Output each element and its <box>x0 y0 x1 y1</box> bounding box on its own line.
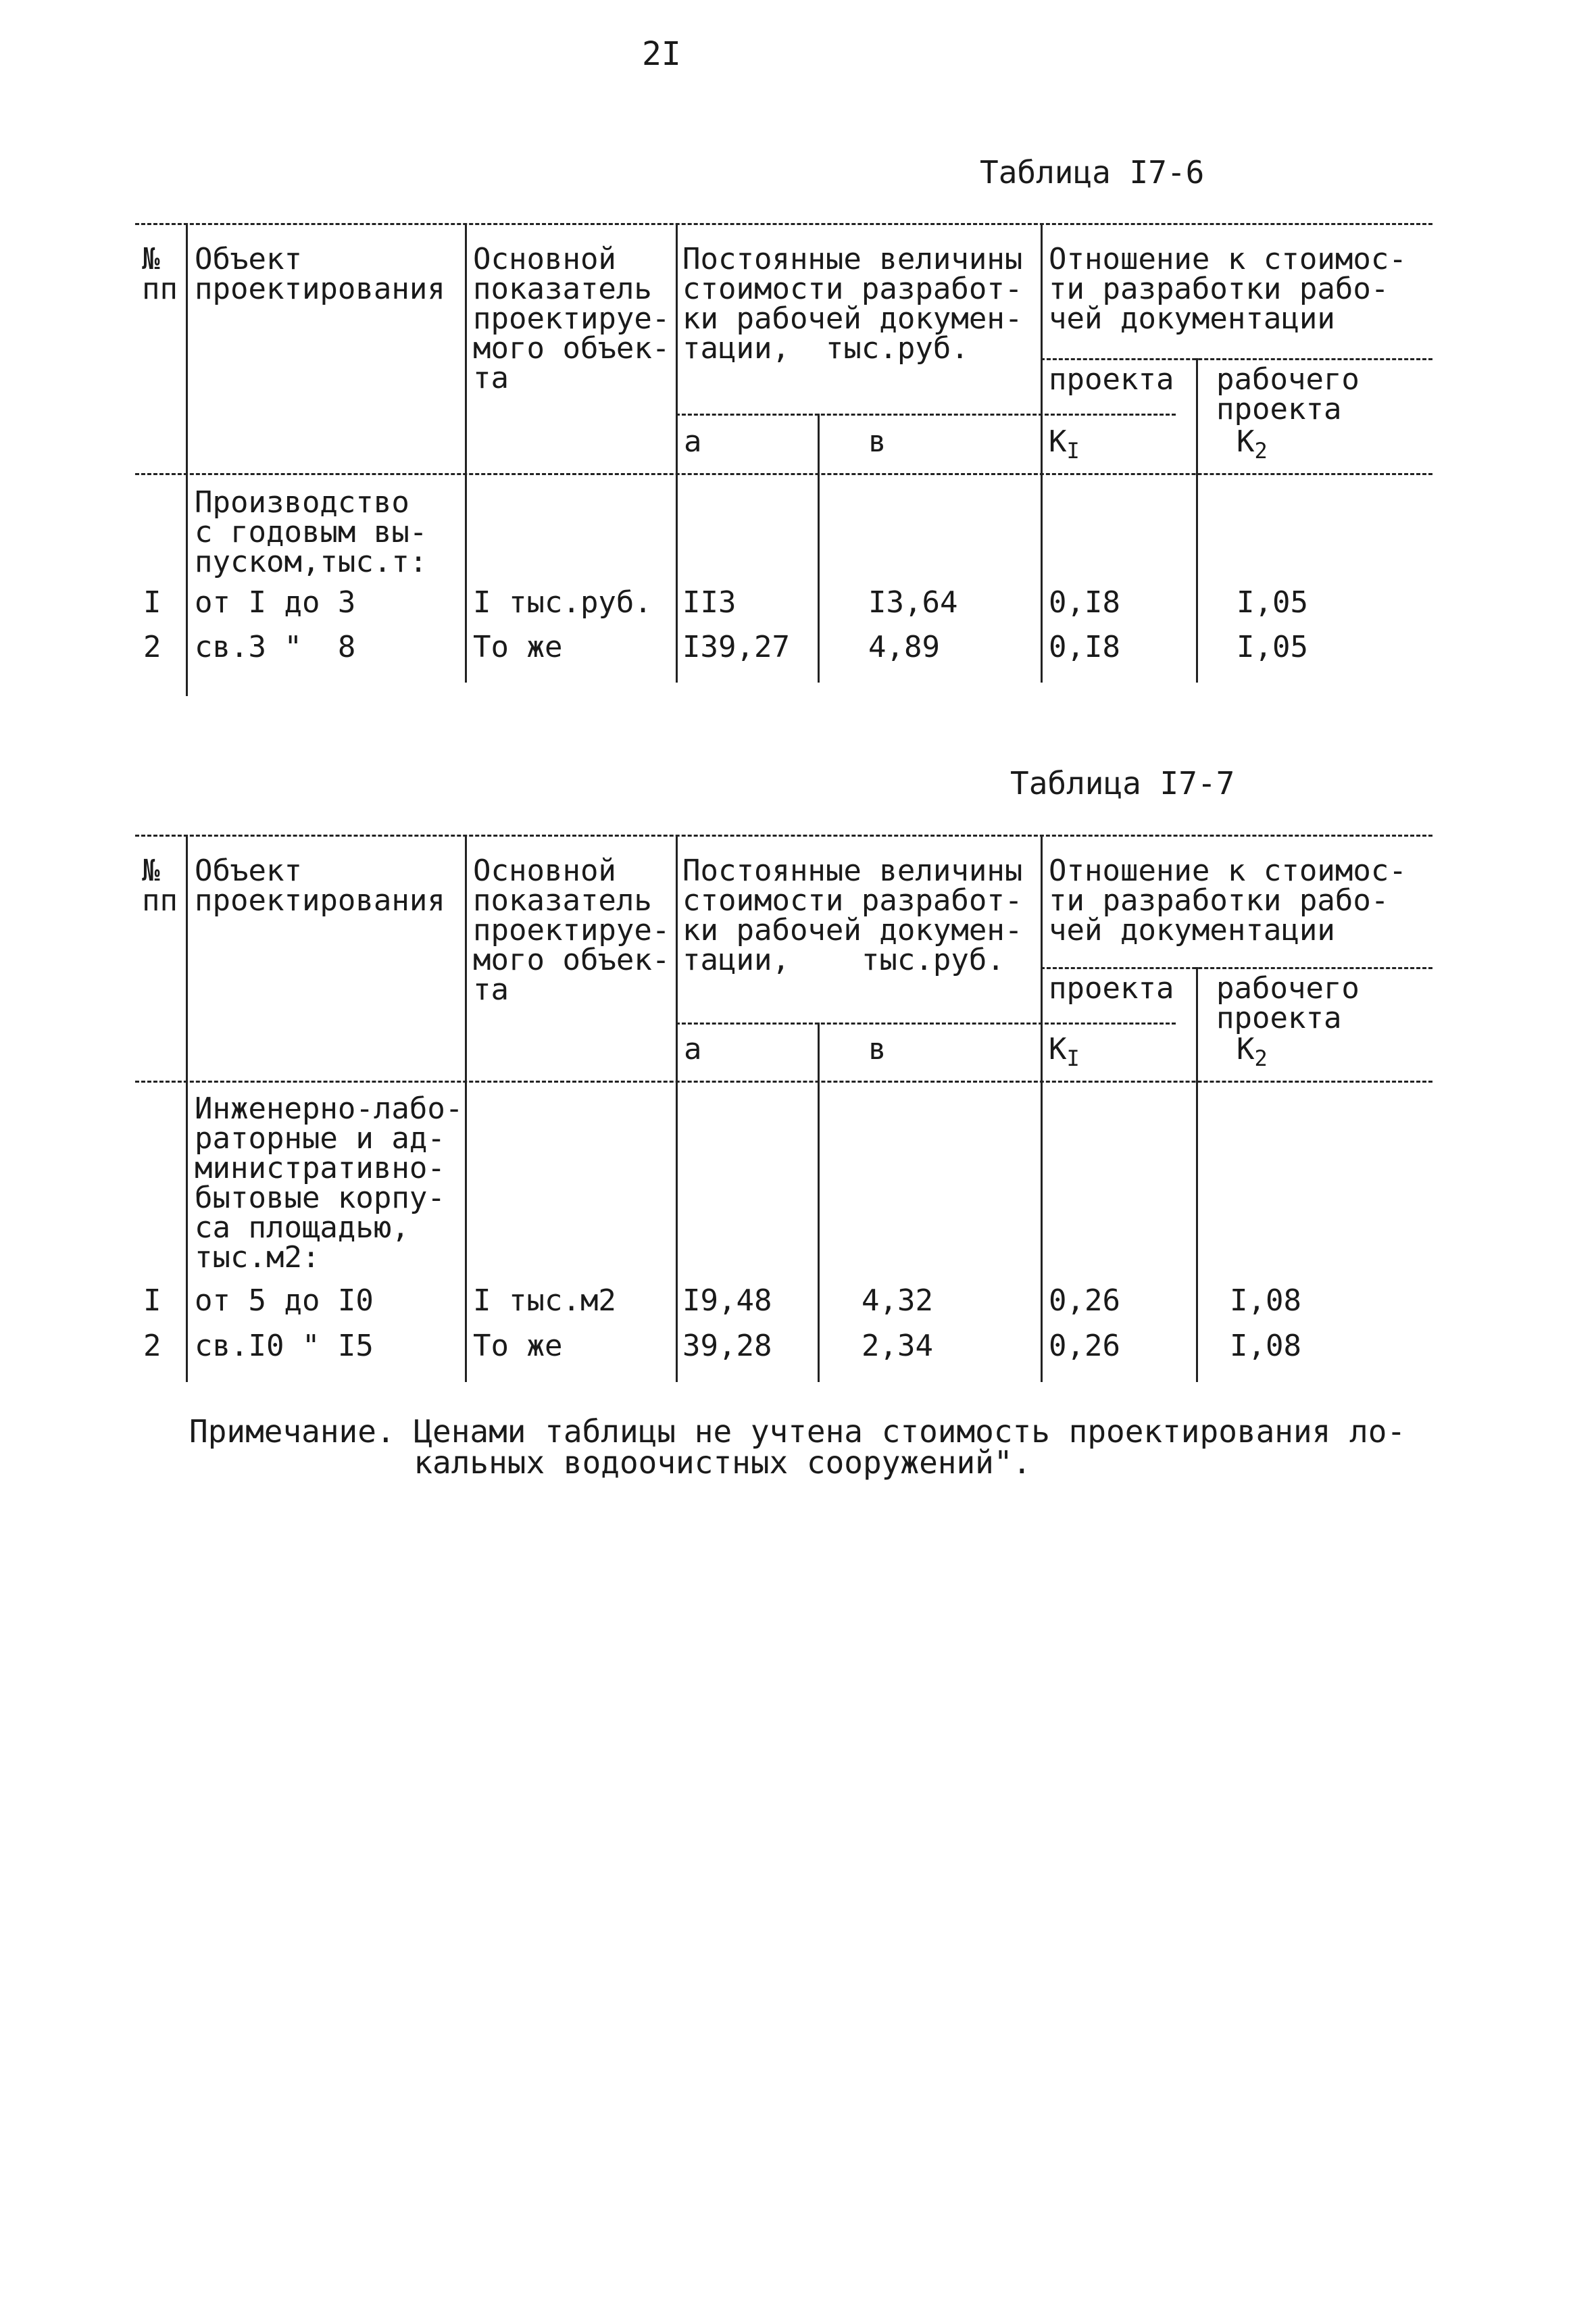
row-num: I <box>143 1283 161 1318</box>
row-indicator: I тыс.м2 <box>473 1283 616 1318</box>
row-num: 2 <box>143 630 161 664</box>
subheader-rule <box>676 414 1176 416</box>
row-num: 2 <box>143 1329 161 1363</box>
header-ratio-project: проекта <box>1049 971 1174 1006</box>
row-k2: I,05 <box>1237 585 1308 620</box>
group-label: Инженерно-лабо- раторные и ад- министративно- бытовые корпу- са площадью, тыс.м2: <box>195 1091 464 1275</box>
col-divider <box>465 835 467 1382</box>
header-ratio-project: проекта <box>1049 362 1174 397</box>
header-a: а <box>684 1032 702 1066</box>
header-ratio-working: рабочего проекта <box>1216 971 1360 1035</box>
row-k2: I,08 <box>1230 1329 1301 1363</box>
header-num: № пп <box>142 242 178 306</box>
page-number: 2I <box>642 35 681 73</box>
row-a: I9,48 <box>682 1283 772 1318</box>
row-object: св.I0 " I5 <box>195 1329 374 1363</box>
row-a: I39,27 <box>682 630 790 664</box>
row-indicator: То же <box>473 1329 563 1363</box>
row-object: от 5 до I0 <box>195 1283 374 1318</box>
row-b: 2,34 <box>862 1329 933 1363</box>
row-k2: I,05 <box>1237 630 1308 664</box>
header-ratio-working: рабочего проекта <box>1216 362 1360 426</box>
row-indicator: То же <box>473 630 563 664</box>
row-k2: I,08 <box>1230 1283 1301 1318</box>
header-object: Объект проектирования <box>195 242 445 306</box>
table-caption: Таблица I7-7 <box>1010 765 1235 802</box>
row-b: 4,89 <box>868 630 940 664</box>
table-17-6 <box>135 223 1432 696</box>
footnote: Примечание. Ценами таблицы не учтена стоимость проектирования ло- кальных водоочистных сооружений". <box>189 1413 1406 1481</box>
row-a: II3 <box>682 585 737 620</box>
row-k1: 0,26 <box>1049 1329 1120 1363</box>
row-k1: 0,26 <box>1049 1283 1120 1318</box>
group-label: Производство с годовым вы- пуском,тыс.т: <box>195 485 428 579</box>
table-top-rule <box>135 223 1432 225</box>
header-bottom-rule <box>135 1081 1432 1083</box>
header-ratio: Отношение к стоимос- ти разработки рабо- чей документации <box>1049 242 1407 336</box>
header-a: а <box>684 424 702 459</box>
header-indicator: Основной показатель проектируе- мого объек- та <box>473 242 670 395</box>
header-ratio: Отношение к стоимос- ти разработки рабо- чей документации <box>1049 854 1407 947</box>
col-divider <box>1196 967 1198 1382</box>
col-divider <box>818 1023 820 1382</box>
row-k1: 0,I8 <box>1049 630 1120 664</box>
row-indicator: I тыс.руб. <box>473 585 652 620</box>
header-num: № пп <box>142 854 178 918</box>
ratio-sub-rule <box>1041 967 1432 969</box>
header-k1: $К_I$ <box>1049 1032 1080 1071</box>
col-divider <box>818 414 820 683</box>
header-b: в <box>868 1032 887 1066</box>
header-k2: $К_2$ <box>1237 1032 1268 1071</box>
col-divider <box>1041 835 1043 1382</box>
col-divider <box>186 835 188 1382</box>
header-b: в <box>868 424 887 459</box>
header-constants: Постоянные величины стоимости разработ- ки рабочей докумен- тации, тыс.руб. <box>682 854 1023 977</box>
row-b: I3,64 <box>868 585 958 620</box>
header-k2: $К_2$ <box>1237 424 1268 464</box>
col-divider <box>1041 223 1043 683</box>
header-k1: $К_I$ <box>1049 424 1080 464</box>
header-bottom-rule <box>135 473 1432 475</box>
row-k1: 0,I8 <box>1049 585 1120 620</box>
row-b: 4,32 <box>862 1283 933 1318</box>
row-num: I <box>143 585 161 620</box>
header-constants: Постоянные величины стоимости разработ- ки рабочей докумен- тации, тыс.руб. <box>682 242 1023 366</box>
ratio-sub-rule <box>1041 358 1432 360</box>
header-indicator: Основной показатель проектируе- мого объек- та <box>473 854 670 1007</box>
row-object: св.3 " 8 <box>195 630 356 664</box>
table-top-rule <box>135 835 1432 837</box>
col-divider <box>1196 358 1198 683</box>
row-object: от I до 3 <box>195 585 356 620</box>
table-caption: Таблица I7-6 <box>980 154 1205 191</box>
subheader-rule <box>676 1023 1176 1025</box>
col-divider <box>676 835 678 1382</box>
table-17-7 <box>135 835 1432 1389</box>
col-divider <box>676 223 678 683</box>
row-a: 39,28 <box>682 1329 772 1363</box>
col-divider <box>465 223 467 683</box>
header-object: Объект проектирования <box>195 854 445 918</box>
col-divider <box>186 223 188 696</box>
